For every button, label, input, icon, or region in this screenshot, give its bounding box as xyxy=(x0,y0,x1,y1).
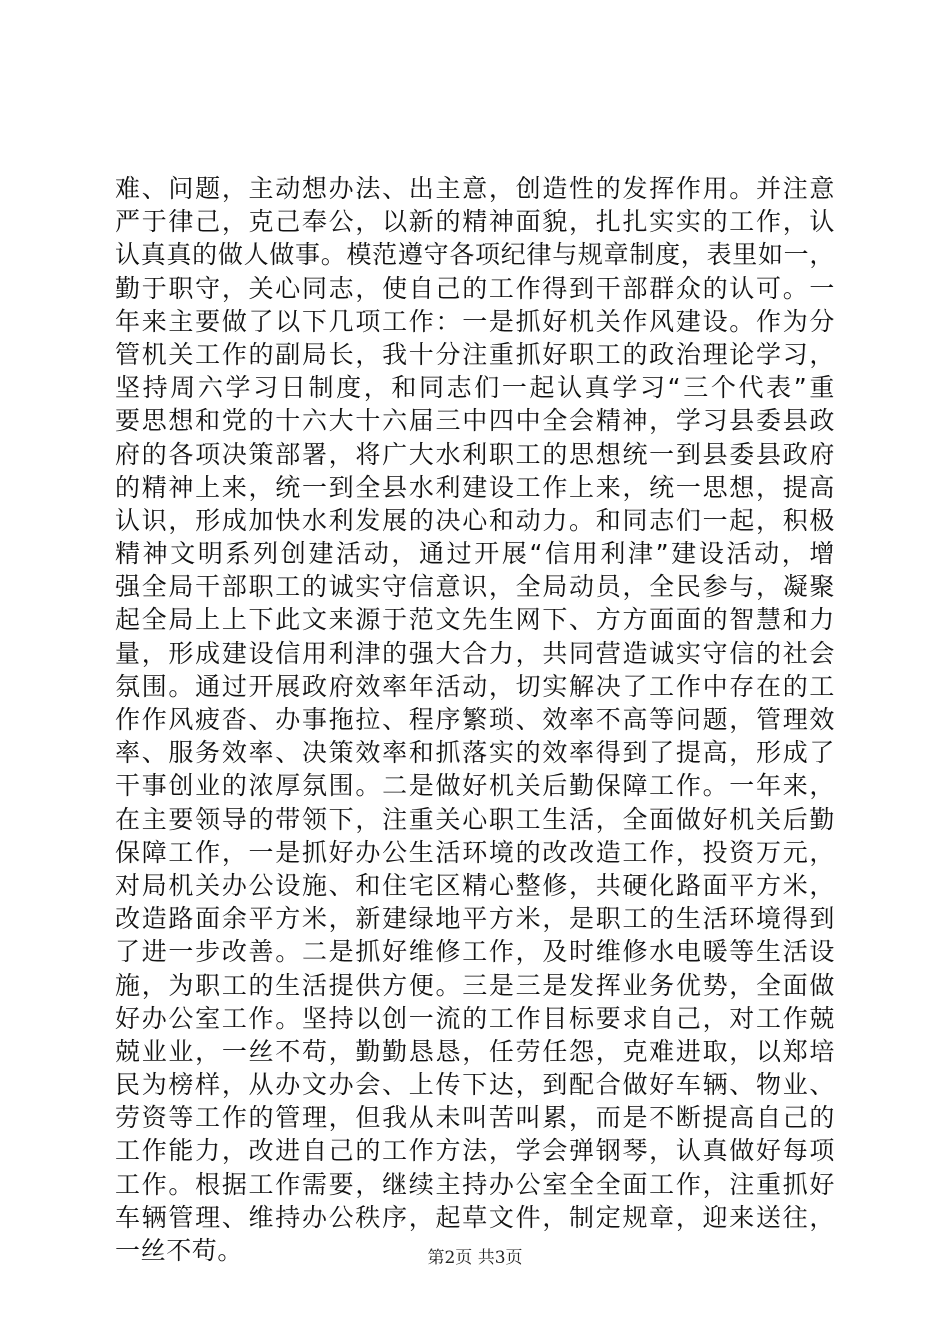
text-line: 要思想和党的十六大十六届三中四中全会精神，学习县委县政 xyxy=(115,406,835,436)
text-line: 氛围。通过开展政府效率年活动，切实解决了工作中存在的工 xyxy=(115,671,835,701)
text-line: 工作。根据工作需要，继续主持办公室全全面工作，注重抓好 xyxy=(115,1169,835,1199)
text-line: 坚持周六学习日制度，和同志们一起认真学习“三个代表”重 xyxy=(115,373,835,403)
text-line: 对局机关办公设施、和住宅区精心整修，共硬化路面平方米， xyxy=(115,870,835,900)
text-line: 认真真的做人做事。模范遵守各项纪律与规章制度，表里如一， xyxy=(115,240,835,270)
text-line: 起全局上上下此文来源于范文先生网下、方方面面的智慧和力 xyxy=(115,605,835,635)
page-footer: 第2页 共3页 xyxy=(427,1248,523,1268)
text-line: 保障工作，一是抓好办公生活环境的改改造工作，投资万元， xyxy=(115,837,835,867)
text-line: 干事创业的浓厚氛围。二是做好机关后勤保障工作。一年来， xyxy=(115,771,835,801)
text-line: 兢业业，一丝不苟，勤勤恳恳，任劳任怨，克难进取，以郑培 xyxy=(115,1036,835,1066)
text-line: 量，形成建设信用利津的强大合力，共同营造诚实守信的社会 xyxy=(115,638,835,668)
text-line: 府的各项决策部署，将广大水利职工的思想统一到县委县政府 xyxy=(115,439,835,469)
text-line: 改造路面余平方米，新建绿地平方米，是职工的生活环境得到 xyxy=(115,904,835,934)
text-line: 认识，形成加快水利发展的决心和动力。和同志们一起，积极 xyxy=(115,505,835,535)
text-line: 管机关工作的副局长，我十分注重抓好职工的政治理论学习， xyxy=(115,339,835,369)
text-line: 劳资等工作的管理，但我从未叫苦叫累，而是不断提高自己的 xyxy=(115,1103,835,1133)
text-line: 民为榜样，从办文办会、上传下达，到配合做好车辆、物业、 xyxy=(115,1070,835,1100)
text-line: 强全局干部职工的诚实守信意识，全局动员，全民参与，凝聚 xyxy=(115,572,835,602)
text-line: 施，为职工的生活提供方便。三是三是发挥业务优势，全面做 xyxy=(115,970,835,1000)
text-line: 精神文明系列创建活动，通过开展“信用利津”建设活动，增 xyxy=(115,539,835,569)
text-line: 年来主要做了以下几项工作：一是抓好机关作风建设。作为分 xyxy=(115,306,835,336)
text-line: 车辆管理、维持办公秩序，起草文件，制定规章，迎来送往， xyxy=(115,1202,835,1232)
text-line: 勤于职守，关心同志，使自己的工作得到干部群众的认可。一 xyxy=(115,273,835,303)
text-line: 工作能力，改进自己的工作方法，学会弹钢琴，认真做好每项 xyxy=(115,1136,835,1166)
text-line: 难、问题，主动想办法、出主意，创造性的发挥作用。并注意 xyxy=(115,174,835,203)
text-line: 作作风疲沓、办事拖拉、程序繁琐、效率不高等问题，管理效 xyxy=(115,705,835,734)
text-line: 率、服务效率、决策效率和抓落实的效率得到了提高，形成了 xyxy=(115,738,835,768)
text-line: 了进一步改善。二是抓好维修工作，及时维修水电暖等生活设 xyxy=(115,937,835,967)
body-paragraph xyxy=(115,172,835,1267)
text-line: 严于律己，克己奉公，以新的精神面貌，扎扎实实的工作，认 xyxy=(115,207,835,237)
text-line: 好办公室工作。坚持以创一流的工作目标要求自己，对工作兢 xyxy=(115,1003,835,1033)
text-line: 在主要领导的带领下，注重关心职工生活，全面做好机关后勤 xyxy=(115,804,835,834)
text-line: 一丝不苟。 xyxy=(115,1236,244,1265)
text-line: 的精神上来，统一到全县水利建设工作上来，统一思想，提高 xyxy=(115,472,835,502)
